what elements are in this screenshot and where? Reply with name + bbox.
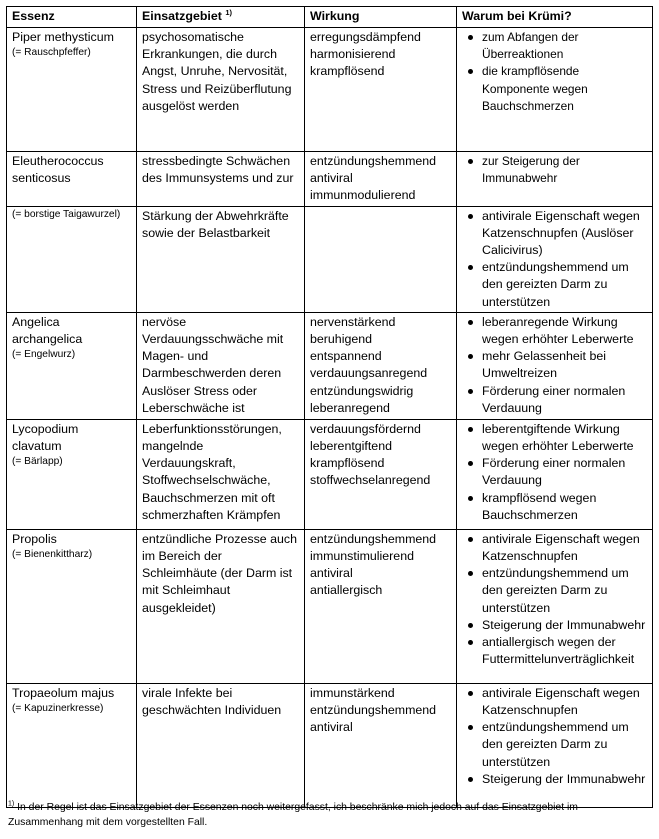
reason-item: antivirale Eigenschaft wegen Katzenschnupfen (462, 531, 646, 565)
footnote-marker: 1) (8, 800, 15, 808)
cell-essenz (7, 419, 137, 529)
reason-item: die krampflösende Komponente wegen Bauchschmerzen (462, 63, 646, 115)
einsatzgebiet-text: Stärkung der Abwehrkräfte sowie der Belastbarkeit (142, 208, 289, 240)
reason-item: antivirale Eigenschaft wegen Katzenschnupfen (462, 685, 646, 719)
cell-essenz (7, 152, 137, 207)
reason-item: Förderung einer normalen Verdauung (462, 455, 646, 489)
header-wirkung: Wirkung (305, 7, 457, 28)
cell-essenz (7, 683, 137, 807)
reason-list (462, 685, 646, 788)
reason-list (462, 153, 646, 187)
cell-warum (457, 312, 653, 419)
essenz-name: Propolis (12, 531, 57, 546)
cell-warum (457, 152, 653, 207)
reason-item: leberanregende Wirkung wegen erhöhter Leberwerte (462, 314, 646, 348)
cell-wirkung (305, 529, 457, 683)
table-row (7, 529, 653, 683)
cell-essenz (7, 28, 137, 152)
einsatzgebiet-text: entzündliche Prozesse auch im Bereich der Schleimhäute (der Darm ist mit Schleimhaut ausgekleidet) (142, 531, 297, 615)
cell-essenz (7, 312, 137, 419)
einsatzgebiet-text: virale Infekte bei geschwächten Individuen (142, 685, 282, 718)
cell-wirkung (305, 28, 457, 152)
reason-item: antiallergisch wegen der Futtermittelunverträglichkeit (462, 634, 646, 668)
cell-einsatzgebiet (137, 152, 305, 207)
table-row (7, 206, 653, 312)
cell-einsatzgebiet (137, 312, 305, 419)
cell-warum (457, 419, 653, 529)
header-einsatzgebiet: Einsatzgebiet $^{1)}$ (137, 7, 305, 28)
essenz-synonym: (= Bärlapp) (12, 456, 63, 468)
essenz-synonym: (= Rauschpfeffer) (12, 47, 91, 59)
cell-warum (457, 529, 653, 683)
reason-item: entzündungshemmend um den gereizten Darm zu unterstützen (462, 565, 646, 617)
reason-list (462, 314, 646, 417)
reason-list (462, 208, 646, 311)
cell-warum (457, 206, 653, 312)
reason-item: zur Steigerung der Immunabwehr (462, 153, 646, 187)
wirkung-item: antiviral (310, 171, 353, 186)
essenz-synonym: (= Kapuzinerkresse) (12, 703, 104, 715)
cell-essenz (7, 529, 137, 683)
table-row (7, 312, 653, 419)
einsatzgebiet-text: nervöse Verdauungsschwäche mit Magen- und Darmbeschwerden deren Auslöser Stress oder Leberschwäche ist (142, 314, 284, 415)
cell-wirkung (305, 419, 457, 529)
wirkung-item: verdauungsanregend (310, 366, 428, 381)
essenz-synonym: (= Bienenkittharz) (12, 549, 93, 561)
wirkung-item: entzündungshemmend (310, 531, 437, 546)
essenz-synonym: (= borstige Taigawurzel) (12, 208, 121, 220)
reason-list (462, 421, 646, 524)
wirkung-item: entzündungshemmend (310, 703, 437, 718)
reason-list (462, 531, 646, 669)
cell-einsatzgebiet (137, 28, 305, 152)
reason-item: Steigerung der Immunabwehr (462, 617, 646, 634)
reason-item: entzündungshemmend um den gereizten Darm zu unterstützen (462, 719, 646, 771)
wirkung-item: immunmodulierend (310, 188, 416, 203)
reason-list (462, 29, 646, 115)
footnote-text: In der Regel ist das Einsatzgebiet der Essenzen noch weitergefasst, ich beschränke mich jedoch auf das Einsatzgebiet im Zusammenhang mit dem vorgestellten Fall. (8, 802, 578, 828)
cell-warum (457, 28, 653, 152)
wirkung-item: entzündungswidrig (310, 383, 414, 398)
essenz-synonym: (= Engelwurz) (12, 349, 76, 361)
einsatzgebiet-text: psychosomatische Erkrankungen, die durch Angst, Unruhe, Nervosität, Stress und Reizüberflutung ausgelöst werden (142, 30, 292, 113)
einsatzgebiet-text: Leberfunktionsstörungen, mangelnde Verdauungskraft, Stoffwechselschwäche, Bauchschmerzen mit oft schmerzhaften Krämpfen (142, 421, 282, 522)
wirkung-item: krampflösend (310, 64, 385, 79)
table-row (7, 683, 653, 807)
reason-item: mehr Gelassenheit bei Umweltreizen (462, 348, 646, 382)
wirkung-item: verdauungsfördernd (310, 421, 421, 436)
wirkung-item: entspannend (310, 349, 382, 364)
wirkung-item: leberentgiftend (310, 439, 392, 454)
wirkung-item: immunstimulierend (310, 549, 414, 564)
table-header-row (7, 7, 653, 28)
table-row (7, 152, 653, 207)
reason-item: Förderung einer normalen Verdauung (462, 383, 646, 417)
table-row (7, 419, 653, 529)
essenz-name: Tropaeolum majus (12, 685, 115, 700)
wirkung-item: antiallergisch (310, 583, 383, 598)
reason-item: Steigerung der Immunabwehr (462, 771, 646, 788)
reason-item: antivirale Eigenschaft wegen Katzenschnupfen (Auslöser Calicivirus) (462, 208, 646, 260)
wirkung-item: leberanregend (310, 400, 390, 415)
wirkung-item: stoffwechselanregend (310, 473, 431, 488)
essenz-name: Piper methysticum (12, 30, 114, 44)
wirkung-item: antiviral (310, 566, 353, 581)
header-essenz: Essenz (7, 7, 137, 28)
wirkung-item: nervenstärkend (310, 314, 396, 329)
footnote (8, 800, 653, 830)
cell-wirkung (305, 683, 457, 807)
cell-einsatzgebiet (137, 419, 305, 529)
table-row (7, 28, 653, 152)
wirkung-item: krampflösend (310, 456, 385, 471)
cell-einsatzgebiet (137, 683, 305, 807)
wirkung-item: entzündungshemmend (310, 154, 437, 168)
cell-essenz (7, 206, 137, 312)
wirkung-item: beruhigend (310, 332, 373, 347)
cell-wirkung (305, 312, 457, 419)
reason-item: leberentgiftende Wirkung wegen erhöhter Leberwerte (462, 421, 646, 455)
cell-wirkung (305, 152, 457, 207)
reason-item: entzündungshemmend um den gereizten Darm zu unterstützen (462, 259, 646, 311)
header-warum: Warum bei Krümi? (457, 7, 653, 28)
wirkung-item: erregungsdämpfend (310, 30, 421, 44)
cell-wirkung (305, 206, 457, 312)
wirkung-item: immunstärkend (310, 685, 395, 700)
essenz-name: Lycopodium clavatum (12, 421, 79, 454)
essenz-name: Angelica archangelica (12, 314, 83, 347)
wirkung-item: antiviral (310, 720, 353, 735)
wirkung-item: harmonisierend (310, 47, 396, 62)
essenz-table (6, 6, 653, 808)
reason-item: krampflösend wegen Bauchschmerzen (462, 490, 646, 524)
footnote-ref: 1) (225, 7, 232, 17)
cell-einsatzgebiet (137, 529, 305, 683)
einsatzgebiet-text: stressbedingte Schwächen des Immunsystems und zur (142, 154, 294, 186)
cell-einsatzgebiet (137, 206, 305, 312)
table-body (7, 28, 653, 808)
cell-warum (457, 683, 653, 807)
reason-item: zum Abfangen der Überreaktionen (462, 29, 646, 63)
essenz-name: Eleutherococcus senticosus (12, 154, 104, 186)
